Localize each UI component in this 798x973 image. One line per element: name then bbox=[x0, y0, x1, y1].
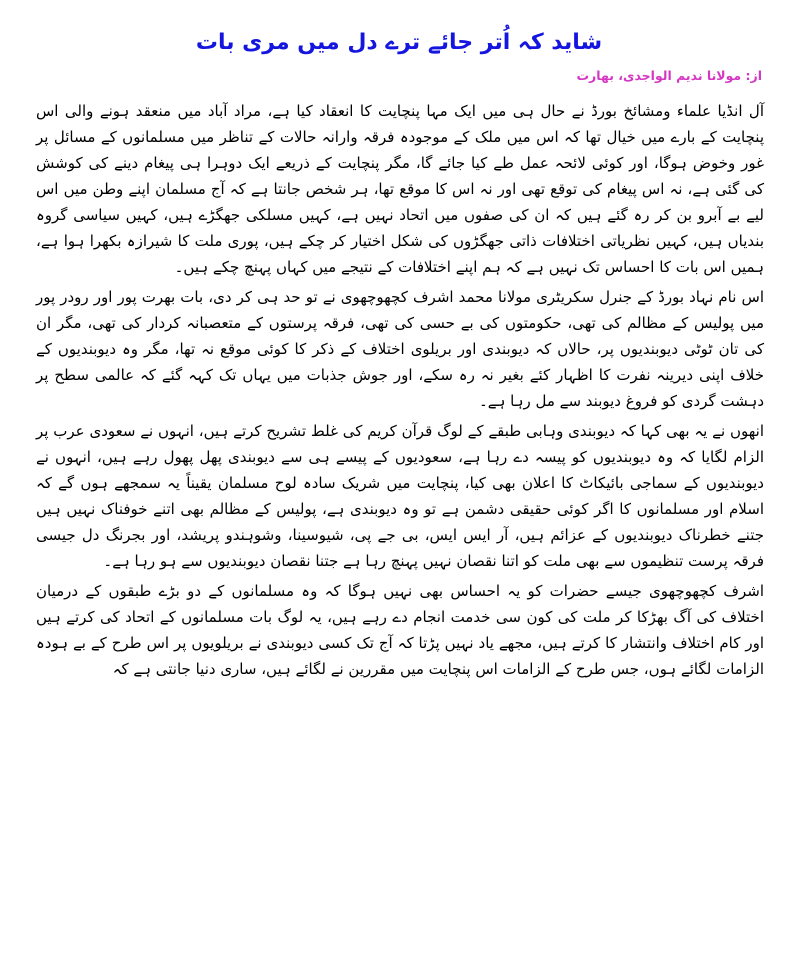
paragraph: آل انڈیا علماء ومشائخ بورڈ نے حال ہی میں ایک مہا پنچایت کا انعقاد کیا ہے، مراد آباد میں منعقد ہونے والی اس پنچایت کے بارے میں خیال تھا کہ اس میں ملک کے موجودہ فرقہ وارانہ حالات کے تناظر میں مسلمانوں کے مسائل پر غور وخوض ہوگا، اور کوئی لائحہ عمل طے کیا جائے گا، مگر پنچایت کے ذریعے ایک دوہرا ہی پیغام دینے کی کوشش کی گئی ہے، نہ اس پیغام کی توقع تھی اور نہ اس کا موقع تھا، ہر شخص جانتا ہے کہ آج مسلمان اپنے وطن میں اس لیے بے آبرو بن کر رہ گئے ہیں کہ ان کی صفوں میں اتحاد نہیں ہے، کہیں مسلکی جھگڑے ہیں، کہیں سیاسی گروہ بندیاں ہیں، کہیں نظریاتی اختلافات ذاتی جھگڑوں کی شکل اختیار کر چکے ہیں، پوری ملت کا شیرازہ بکھرا ہوا ہے، ہمیں اس بات کا احساس تک نہیں ہے کہ ہم اپنے اختلافات کے نتیجے میں کہاں پہنچ چکے ہیں۔ bbox=[36, 102, 764, 276]
article-title: شاید کہ اُتر جائے ترے دل میں مری بات bbox=[195, 30, 603, 55]
paragraph: اشرف کچھوچھوی جیسے حضرات کو یہ احساس بھی نہیں ہوگا کہ وہ مسلمانوں کے دو بڑے طبقوں کے درمیان اختلاف کی آگ بھڑکا کر ملت کی کون سی خدمت انجام دے رہے ہیں، یہ لوگ بات مسلمانوں کے اتحاد کی کرتے ہیں اور کام اختلاف وانتشار کا کرتے ہیں، مجھے یاد نہیں پڑتا کہ آج تک کسی دیوبندی نے بریلویوں پر اس طرح کے بے ہودہ الزامات لگائے ہوں، جس طرح کے الزامات اس پنچایت میں مقررین نے لگائے ہیں، ساری دنیا جانتی ہے کہ bbox=[36, 582, 764, 678]
paragraph: اس نام نہاد بورڈ کے جنرل سکریٹری مولانا محمد اشرف کچھوچھوی نے تو حد ہی کر دی، بات بھرت پور اور رودر پور میں پولیس کے مظالم کی تھی، حکومتوں کی بے حسی کی تھی، فرقہ پرستوں کے متعصبانہ کردار کی تھی، مگر ان کی تان ٹوٹی دیوبندیوں پر، حالاں کہ دیوبندی اور بریلوی اختلاف کے ذکر کا کوئی موقع نہ تھا، مگر وہ دیوبندیوں کے خلاف اپنی دیرینہ نفرت کا اظہار کئے بغیر نہ رہ سکے، اور جوش جذبات میں یہاں تک کہہ گئے کہ عالمی سطح پر دہشت گردی کو فروغ دیوبند سے مل رہا ہے۔ bbox=[36, 288, 764, 410]
article-body bbox=[36, 98, 764, 682]
paragraph: انھوں نے یہ بھی کہا کہ دیوبندی وہابی طبقے کے لوگ قرآن کریم کی غلط تشریح کرتے ہیں، انہوں نے سعودی عرب پر الزام لگایا کہ وہ دیوبندیوں کو پیسہ دے رہا ہے، سعودیوں کے پیسے ہی سے دیوبندی پھل پھول رہے ہیں، انہوں نے دیوبندیوں کے سماجی بائیکاٹ کا اعلان بھی کیا، پنچایت میں شریک سادہ لوح مسلمان یقیناً یہ سمجھے ہوں گے کہ اسلام اور مسلمانوں کا اگر کوئی حقیقی دشمن ہے تو وہ دیوبندی ہے، پولیس کے مظالم بھی اتنے خوفناک نہیں ہیں جتنے خطرناک دیوبندیوں کے عزائم ہیں، آر ایس ایس، بی جے پی، شیوسینا، وشوہندو پریشد، اور بجرنگ دل جیسی فرقہ پرست تنظیموں سے بھی ملت کو اتنا نقصان نہیں پہنچ رہا ہے جتنا نقصان دیوبندیوں سے ہو رہا ہے۔ bbox=[36, 422, 764, 570]
author-byline: از: مولانا ندیم الواجدی، بھارت bbox=[576, 68, 762, 83]
